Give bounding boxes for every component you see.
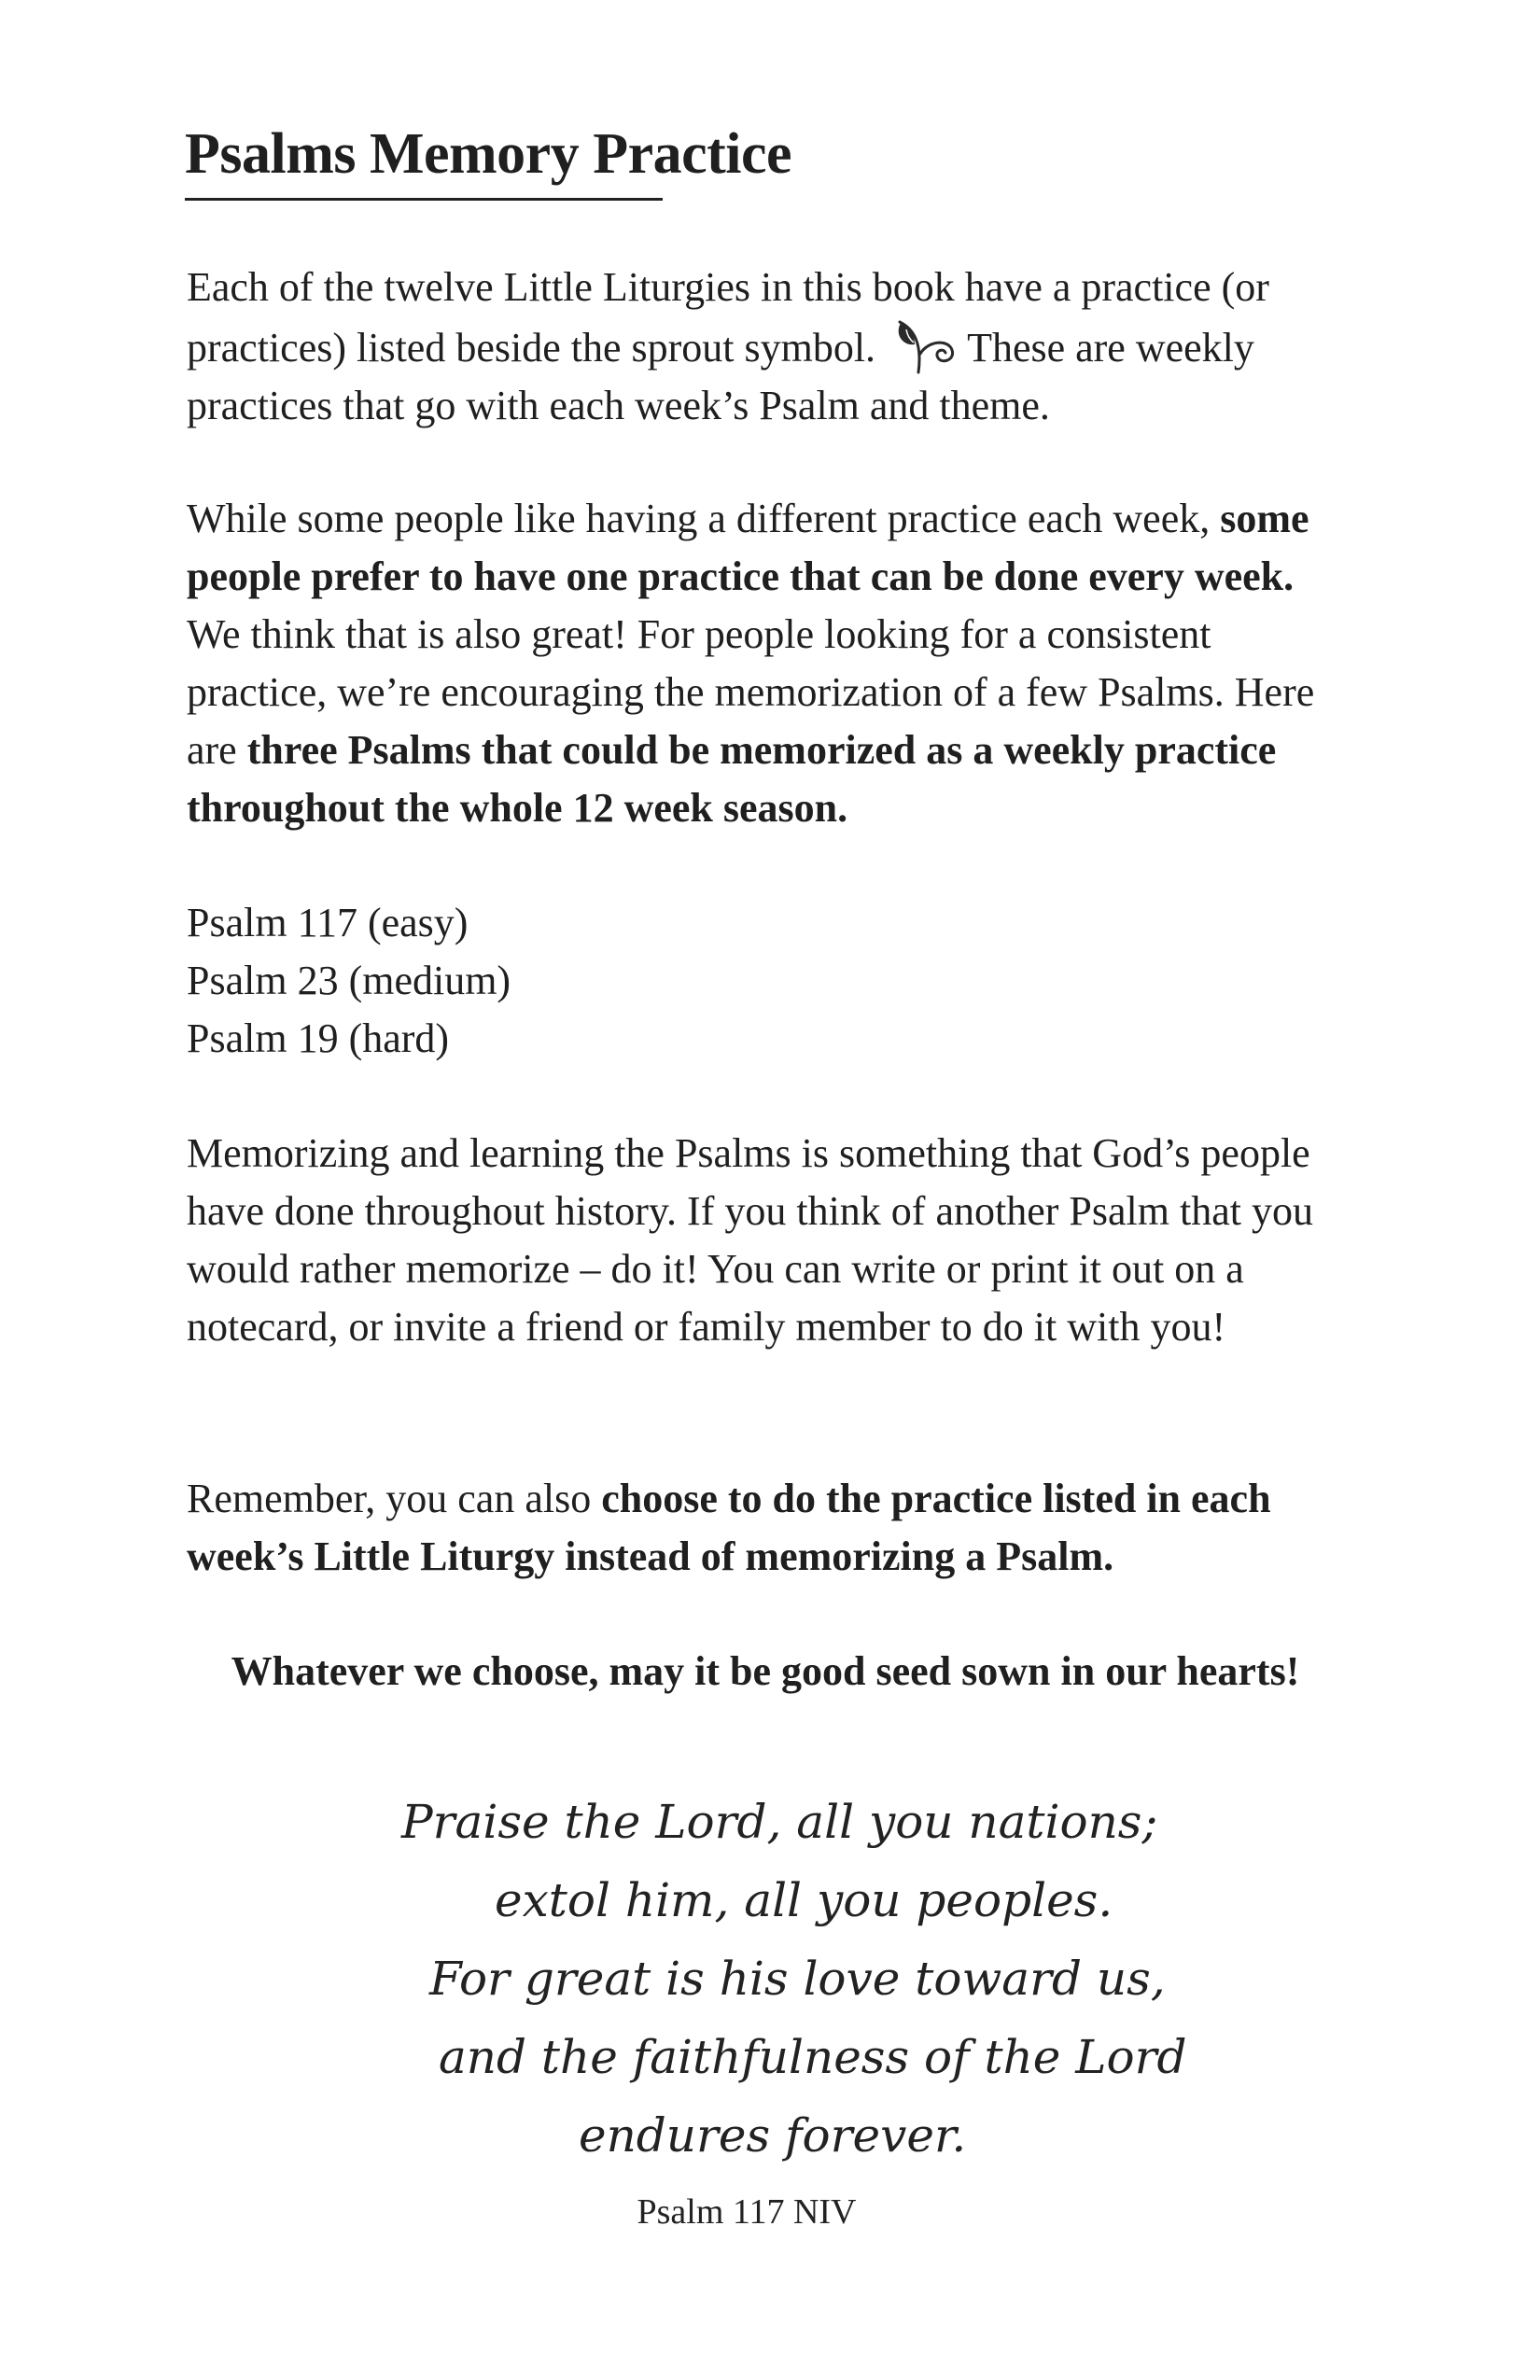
psalm-list <box>187 894 1344 1068</box>
verse-line: endures forever. <box>579 2108 967 2163</box>
verse-reference: Psalm 117 NIV <box>637 2192 857 2232</box>
psalm-list-item: Psalm 19 (hard) <box>187 1015 450 1061</box>
paragraph-memorizing: Memorizing and learning the Psalms is something that God’s people have done throughout history. If you think of another Psalm that you would rather memorize – do it! You can write or print it out on a notecard, or invite a friend or family member to do it with you! <box>187 1130 1313 1350</box>
paragraph-text: Remember, you can also <box>187 1476 602 1521</box>
paragraph-text: We think that is also great! For people looking for a consistent practice, we’re encouraging the memorization of a few Psalms. Here are <box>187 611 1315 773</box>
paragraph-consistent-practice <box>187 490 1344 837</box>
paragraph-bold-text: choose to do the practice listed in each week’s Little Liturgy instead of memorizing a Psalm. <box>187 1476 1271 1579</box>
intro-text-before-icon: Each of the twelve Little Liturgies in this book have a practice (or practices) listed beside the sprout symbol. <box>187 264 1269 371</box>
paragraph-remember <box>187 1470 1344 1586</box>
psalm-list-item: Psalm 117 (easy) <box>187 900 469 945</box>
verse-line: Praise the Lord, all you nations; <box>401 1795 1158 1849</box>
sprout-icon <box>890 316 958 374</box>
page-title: Psalms Memory Practice <box>185 122 792 186</box>
closing-statement: Whatever we choose, may it be good seed sown in our hearts! <box>231 1648 1300 1694</box>
paragraph-bold-text: some people prefer to have one practice that can be done every week. <box>187 496 1309 599</box>
intro-paragraph <box>187 259 1344 435</box>
paragraph-text: While some people like having a different practice each week, <box>187 496 1221 541</box>
intro-text-after-icon: These are weekly practices that go with each week’s Psalm and theme. <box>187 325 1254 428</box>
verse-line: and the faithfulness of the Lord <box>439 2030 1187 2084</box>
scripture-verse <box>355 1783 1187 2175</box>
verse-line: extol him, all you peoples. <box>495 1873 1113 1927</box>
title-underline <box>185 198 663 201</box>
psalm-list-item: Psalm 23 (medium) <box>187 958 511 1003</box>
verse-line: For great is his love toward us, <box>429 1952 1166 2006</box>
paragraph-bold-text: three Psalms that could be memorized as a weekly practice throughout the whole 12 week season. <box>187 727 1277 831</box>
